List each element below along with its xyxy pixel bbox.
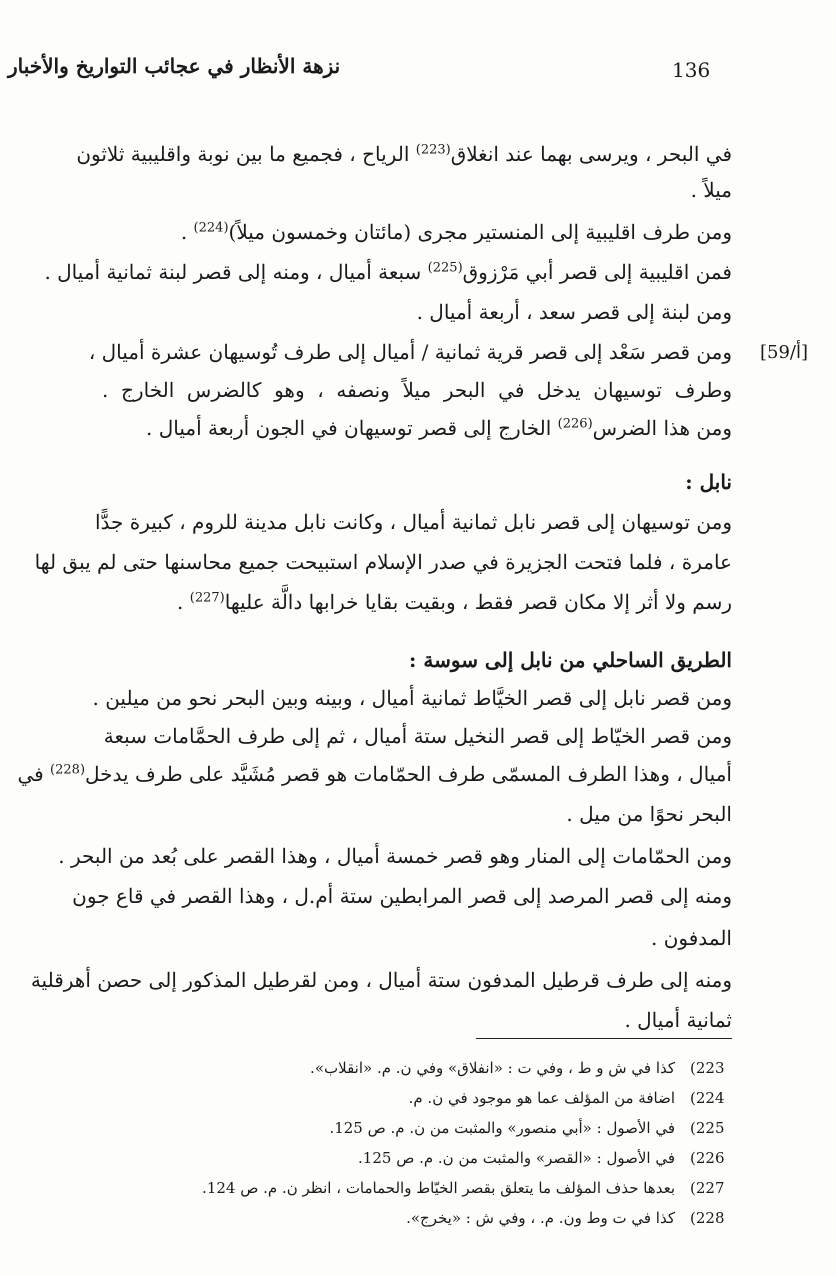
running-title: نزهة الأنظار في عجائب التواريخ والأخبار: [8, 54, 341, 78]
body-line: عامرة ، فلما فتحت الجزيرة في صدر الإسلام استبيحت جميع محاسنها حتى لم يبق لها: [34, 550, 732, 574]
body-line: ومنه إلى قصر المرصد إلى قصر المرابطين ستة أم.ل ، وهذا القصر في قاع جون: [72, 884, 732, 908]
footnote: (227 بعدها حذف المؤلف ما يتعلق بقصر الخيّاط والحمامات ، انظر ن. م. ص 124.: [202, 1179, 725, 1197]
marginal-folio-note: [59/أ]: [760, 342, 809, 363]
body-line: في البحر ، ويرسى بهما عند انغلاق$^{(223)}$ الرياح ، فجميع ما بين نوبة واقليبية ثلاثون: [76, 142, 732, 166]
footnote: (224 اضافة من المؤلف عما هو موجود في ن. م.: [408, 1089, 725, 1107]
footnote: (223 كذا في ش و ط ، وفي ت : «انفلاق» وفي ن. م. «انقلاب».: [310, 1059, 725, 1077]
footnote: (226 في الأصول : «القصر» والمثبت من ن. م. ص 125.: [358, 1149, 725, 1167]
body-line: ومن لبنة إلى قصر سعد ، أربعة أميال .: [416, 300, 732, 324]
body-line: ميلاً .: [690, 178, 732, 202]
page-number: 136: [672, 58, 711, 82]
section-heading: نابل :: [685, 470, 732, 494]
body-line: ومن توسيهان إلى قصر نابل ثمانية أميال ، وكانت نابل مدينة للروم ، كبيرة جدًّا: [94, 510, 732, 534]
body-line: ومنه إلى طرف قرطيل المدفون ستة أميال ، ومن لقرطيل المذكور إلى حصن أهرقلية: [30, 968, 732, 992]
body-line: ثمانية أميال .: [624, 1008, 732, 1032]
body-line: ومن هذا الضرس$^{(226)}$ الخارج إلى قصر توسيهان في الجون أربعة أميال .: [146, 416, 732, 440]
footnote-separator: [476, 1038, 732, 1039]
footnote: (225 في الأصول : «أبي منصور» والمثبت من ن. م. ص 125.: [329, 1119, 725, 1137]
body-line: وطرف توسيهان يدخل في البحر ميلاً ونصفه ، وهو كالضرس الخارج .: [102, 378, 732, 402]
body-line: ومن الحمّامات إلى المنار وهو قصر خمسة أميال ، وهذا القصر على بُعد من البحر .: [58, 844, 732, 868]
body-line: ومن قصر الخيّاط إلى قصر النخيل ستة أميال ، ثم إلى طرف الحمَّامات سبعة: [103, 724, 732, 748]
body-line: ومن قصر سَعْد إلى قصر قرية ثمانية / أميال إلى طرف تُوسيهان عشرة أميال ،: [88, 340, 732, 364]
section-heading: الطريق الساحلي من نابل إلى سوسة :: [409, 648, 732, 672]
body-line: فمن اقليبية إلى قصر أبي مَرْزوق$^{(225)}$ سبعة أميال ، ومنه إلى قصر لبنة ثمانية أميال .: [44, 260, 732, 284]
body-line: ومن قصر نابل إلى قصر الخيَّاط ثمانية أميال ، وبينه وبين البحر نحو من ميلين .: [92, 686, 732, 710]
body-line: البحر نحوًا من ميل .: [566, 802, 732, 826]
page-header: [0, 46, 836, 96]
body-line: رسم ولا أثر إلا مكان قصر فقط ، وبقيت بقايا خرابها دالَّة عليها$^{(227)}$ .: [177, 590, 732, 614]
footnote: (228 كذا في ت وط ون. م. ، وفي ش : «يخرج».: [406, 1209, 725, 1227]
body-line: أميال ، وهذا الطرف المسمّى طرف الحمّامات هو قصر مُشَيَّد على طرف يدخل$^{(228)}$ في: [17, 762, 732, 786]
body-line: المدفون .: [650, 926, 732, 950]
body-line: ومن طرف اقليبية إلى المنستير مجرى (مائتان وخمسون ميلاً)$^{(224)}$ .: [180, 220, 732, 244]
